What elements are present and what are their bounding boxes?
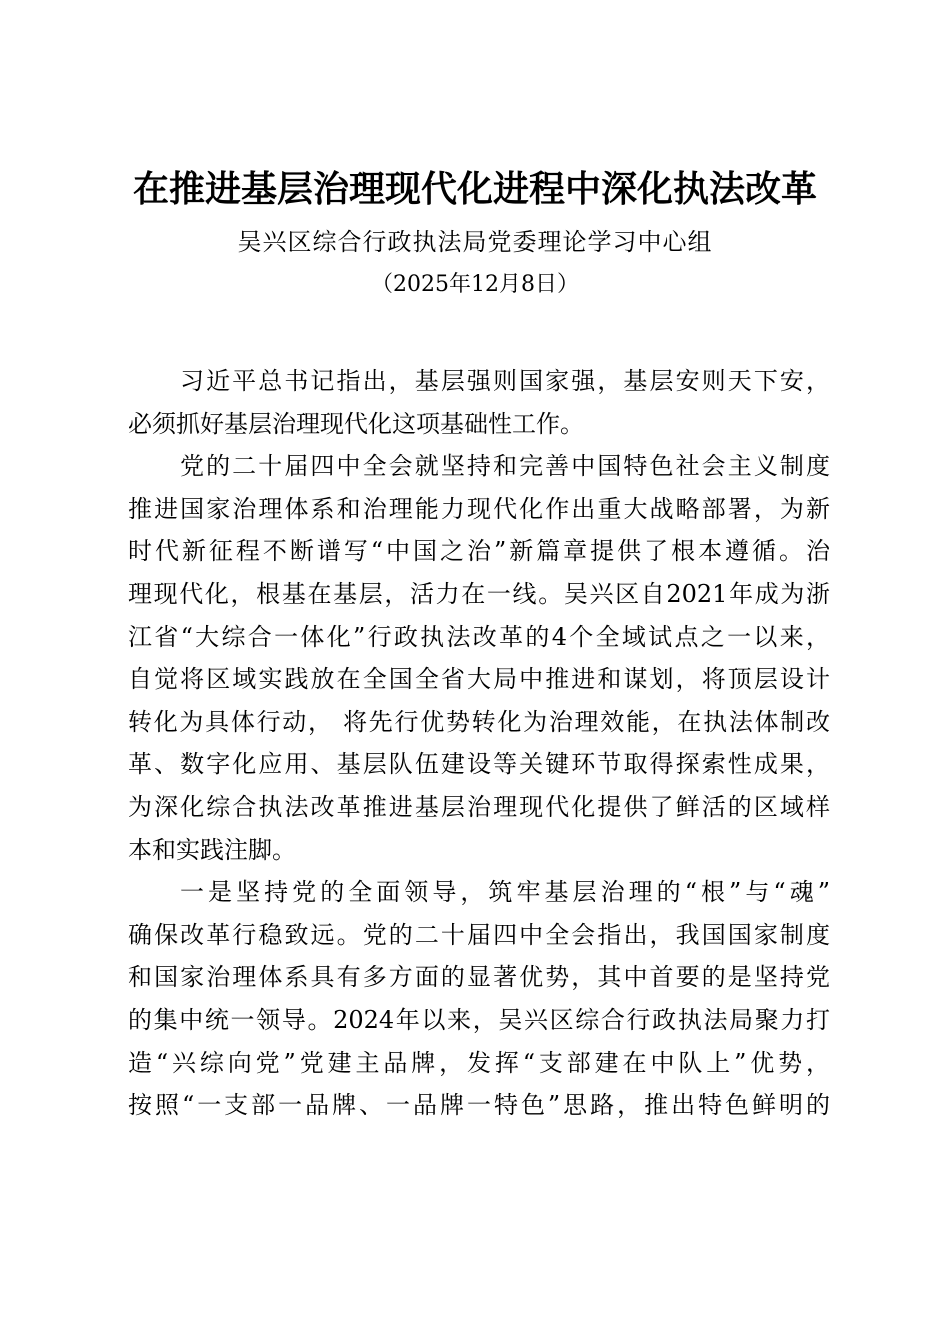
paragraph-line: 和国家治理体系具有多方面的显著优势，其中首要的是坚持党 [128,963,830,992]
paragraph-line: 造“兴综向党”党建主品牌，发挥“支部建在中队上”优势， [128,1048,830,1077]
paragraph-line: 的集中统一领导。2024年以来，吴兴区综合行政执法局聚力打 [128,1005,830,1034]
paragraph-line: 转化为具体行动， 将先行优势转化为治理效能，在执法体制改 [128,707,830,736]
paragraph-line: 革、数字化应用、基层队伍建设等关键环节取得探索性成果， [128,750,830,779]
paragraph-line: 一是坚持党的全面领导，筑牢基层治理的“根”与“魂” [180,878,830,907]
paragraph-line: 江省“大综合一体化”行政执法改革的4个全域试点之一以来， [128,622,830,651]
paragraph-3 [128,871,830,1127]
paragraph-line: 时代新征程不断谱写“中国之治”新篇章提供了根本遵循。治 [128,537,830,566]
paragraph-line: 确保改革行稳致远。党的二十届四中全会指出，我国国家制度 [128,920,830,949]
paragraph-line: 必须抓好基层治理现代化这项基础性工作。 [128,409,584,438]
paragraph-line: 自觉将区域实践放在全国全省大局中推进和谋划，将顶层设计 [128,665,830,694]
paragraph-line: 党的二十届四中全会就坚持和完善中国特色社会主义制度 [180,452,830,481]
document-date: （2025年12月8日） [371,272,579,297]
document-body [128,360,830,1127]
document-title: 在推进基层治理现代化进程中深化执法改革 [132,168,817,210]
paragraph-line: 推进国家治理体系和治理能力现代化作出重大战略部署，为新 [128,494,830,523]
paragraph-1 [128,360,830,445]
paragraph-line: 本和实践注脚。 [128,835,296,864]
paragraph-line: 理现代化，根基在基层，活力在一线。吴兴区自2021年成为浙 [128,579,830,608]
paragraph-line: 习近平总书记指出，基层强则国家强，基层安则天下安， [180,367,830,395]
paragraph-line: 按照“一支部一品牌、一品牌一特色”思路，推出特色鲜明的 [128,1091,830,1120]
paragraph-2 [128,445,830,871]
document-author: 吴兴区综合行政执法局党委理论学习中心组 [237,228,713,256]
paragraph-line: 为深化综合执法改革推进基层治理现代化提供了鲜活的区域样 [128,792,830,821]
